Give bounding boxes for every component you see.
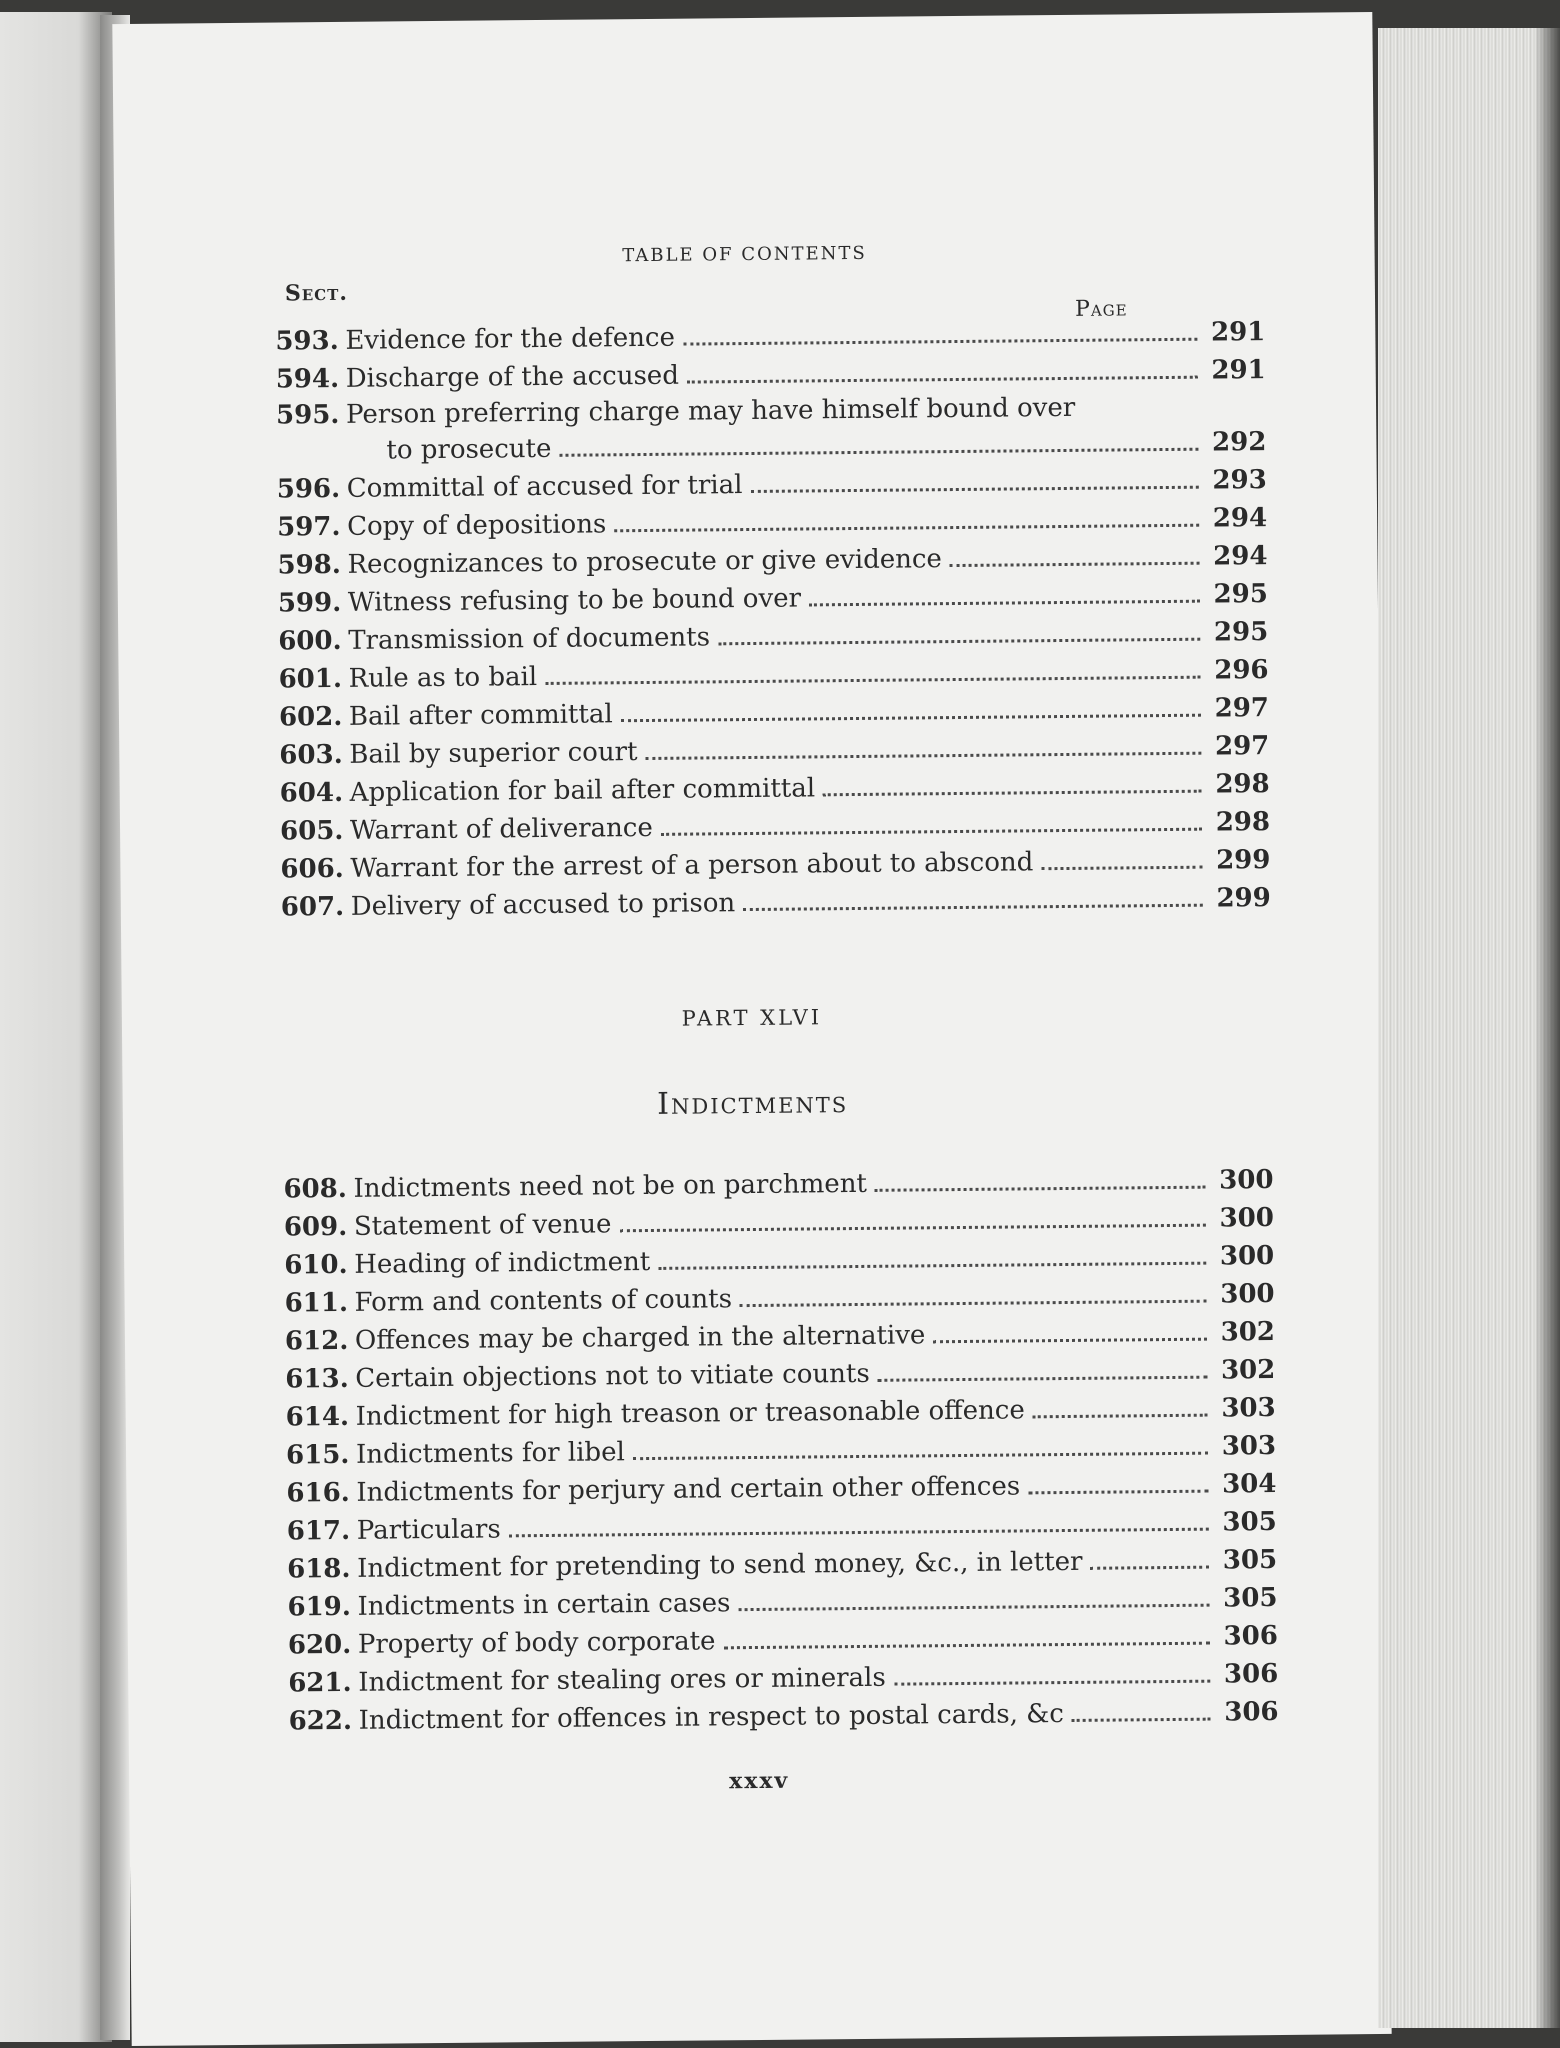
section-number: 612. [284, 1325, 349, 1357]
dot-leader [621, 714, 1201, 723]
section-number: 599. [277, 587, 342, 619]
dot-leader [1041, 866, 1202, 871]
dot-leader [545, 676, 1200, 685]
page-number: 302 [1220, 1316, 1276, 1348]
section-number: 615. [285, 1439, 350, 1471]
section-number: 614. [285, 1401, 350, 1433]
page-number: 297 [1214, 731, 1270, 762]
section-number: 601. [278, 663, 343, 695]
book-page [112, 12, 1391, 2046]
section-title: Offences may be charged in the alternative [354, 1320, 926, 1356]
page-number: 293 [1212, 465, 1267, 496]
dot-leader [743, 904, 1203, 911]
section-number: 605. [279, 815, 344, 847]
dot-leader [646, 752, 1202, 760]
section-title: Application for bail after committal [349, 773, 816, 808]
dot-leader [933, 1338, 1207, 1344]
page-number: 291 [1210, 317, 1266, 348]
page-number: 294 [1212, 503, 1268, 534]
page-number: 299 [1215, 845, 1271, 876]
page-number: 300 [1219, 1240, 1275, 1272]
page-column-label: Page [1074, 296, 1128, 322]
section-title: Indictment for pretending to send money, &c., in letter [357, 1546, 1083, 1584]
page-number: 305 [1222, 1506, 1277, 1538]
dot-leader [559, 448, 1198, 457]
section-number: 609. [283, 1211, 348, 1243]
dot-leader [740, 1300, 1207, 1307]
section-title: Copy of depositions [347, 509, 607, 542]
page-number: 303 [1221, 1392, 1276, 1424]
dot-leader [509, 1528, 1209, 1538]
section-number: 593. [275, 325, 339, 357]
dot-leader [894, 1680, 1210, 1686]
page-number: 306 [1223, 1620, 1278, 1652]
part-label: PART XLVI [681, 1005, 823, 1031]
dot-leader [620, 1224, 1206, 1233]
section-title: Person preferring charge may have himself bound over [345, 392, 1076, 430]
section-number: 617. [286, 1515, 351, 1547]
section-number: 608. [283, 1173, 347, 1205]
dot-leader [718, 638, 1200, 646]
dot-leader [738, 1604, 1209, 1612]
page-number: 296 [1214, 655, 1269, 686]
page-number: 306 [1223, 1658, 1279, 1690]
section-title: Indictments in certain cases [357, 1588, 731, 1622]
dot-leader [751, 486, 1199, 493]
page-number: 297 [1214, 693, 1270, 724]
dot-leader [683, 338, 1197, 346]
dot-leader [1033, 1414, 1208, 1419]
dot-leader [875, 1186, 1206, 1192]
section-number: 604. [279, 777, 344, 809]
page-block-edges [1378, 28, 1560, 2028]
page-number: 294 [1213, 541, 1268, 572]
section-title: Warrant of deliverance [349, 812, 653, 846]
section-number: 596. [276, 473, 341, 505]
section-number: 619. [287, 1591, 352, 1623]
section-title: Property of body corporate [357, 1626, 716, 1660]
section-title: Bail after committal [348, 699, 613, 732]
page-number: 292 [1211, 427, 1267, 458]
page-number: 302 [1220, 1354, 1276, 1386]
section-title: Transmission of documents [348, 622, 711, 656]
section-title: Delivery of accused to prison [350, 888, 736, 922]
section-number: 622. [288, 1705, 353, 1737]
section-title: Recognizances to prosecute or give evidence [347, 544, 943, 580]
section-title: Rule as to bail [348, 662, 538, 694]
dot-leader [950, 562, 1200, 567]
page-number: 300 [1219, 1203, 1274, 1234]
page-number: 291 [1211, 355, 1266, 386]
section-number: 621. [288, 1667, 352, 1699]
dot-leader [687, 376, 1198, 384]
dot-leader [724, 1642, 1210, 1650]
section-number: 597. [277, 511, 341, 543]
toc-list-top [275, 313, 1271, 926]
section-title: Committal of accused for trial [346, 470, 743, 504]
section-number: 613. [285, 1363, 349, 1395]
page-folio: xxxv [729, 1767, 790, 1795]
dot-leader [1090, 1566, 1209, 1570]
page-number: 295 [1213, 617, 1269, 648]
section-title: Heading of indictment [354, 1246, 651, 1280]
page-number: 295 [1213, 579, 1268, 610]
dot-leader [658, 1262, 1206, 1270]
dot-leader [878, 1376, 1208, 1382]
section-title: Particulars [356, 1514, 501, 1546]
page-number: 305 [1222, 1544, 1278, 1576]
dot-leader [633, 1452, 1208, 1461]
dot-leader [614, 524, 1199, 533]
toc-entry [288, 1693, 1278, 1741]
section-title: Statement of venue [353, 1209, 612, 1242]
toc-entry [281, 879, 1271, 927]
dot-leader [809, 600, 1200, 607]
section-title: Discharge of the accused [345, 360, 680, 394]
sect-column-label: Sect. [284, 279, 349, 307]
section-number: 602. [278, 701, 343, 733]
section-title: Witness refusing to be bound over [347, 583, 802, 618]
page-number: 298 [1215, 769, 1270, 800]
section-title: Form and contents of counts [354, 1284, 733, 1318]
section-number: 594. [275, 363, 340, 395]
section-number: 618. [287, 1553, 351, 1585]
section-heading: Indictments [657, 1085, 849, 1122]
section-title: Indictments need not be on parchment [353, 1168, 868, 1204]
section-number: 620. [287, 1629, 352, 1661]
dot-leader [1072, 1718, 1211, 1722]
page-number: 303 [1221, 1430, 1277, 1462]
section-number: 603. [279, 739, 343, 771]
page-number: 298 [1215, 807, 1271, 838]
section-number: 606. [280, 853, 344, 885]
adjacent-page-edge [0, 12, 112, 2042]
section-number: 595. [275, 399, 340, 431]
section-title: Warrant for the arrest of a person about to abscond [350, 847, 1034, 884]
section-title: Indictment for stealing ores or minerals [358, 1662, 886, 1698]
section-number: 611. [284, 1287, 349, 1319]
section-number: 610. [284, 1249, 348, 1281]
dot-leader [661, 828, 1202, 836]
toc-list-bottom [283, 1161, 1278, 1740]
dot-leader [823, 790, 1202, 797]
section-title: Bail by superior court [349, 737, 638, 770]
page-number: 300 [1220, 1278, 1275, 1310]
running-head: TABLE OF CONTENTS [622, 242, 867, 267]
section-number: 598. [277, 549, 341, 581]
page-number: 306 [1224, 1696, 1279, 1728]
section-title-continued: to prosecute [386, 433, 552, 466]
section-number: 616. [286, 1477, 350, 1509]
section-title: Indictment for offences in respect to postal cards, &c [358, 1699, 1065, 1736]
page-number: 305 [1223, 1582, 1278, 1614]
page-number: 299 [1216, 883, 1271, 914]
section-number: 607. [280, 891, 345, 923]
dot-leader [1028, 1490, 1208, 1495]
page-number: 304 [1221, 1468, 1277, 1500]
section-title: Indictment for high treason or treasonable offence [355, 1395, 1025, 1432]
section-title: Indictments for perjury and certain other offences [356, 1471, 1021, 1508]
page-number: 300 [1219, 1165, 1274, 1196]
section-number: 600. [278, 625, 342, 657]
section-title: Certain objections not to vitiate counts [355, 1358, 870, 1394]
section-title: Indictments for libel [355, 1437, 625, 1470]
section-title: Evidence for the defence [345, 322, 676, 356]
